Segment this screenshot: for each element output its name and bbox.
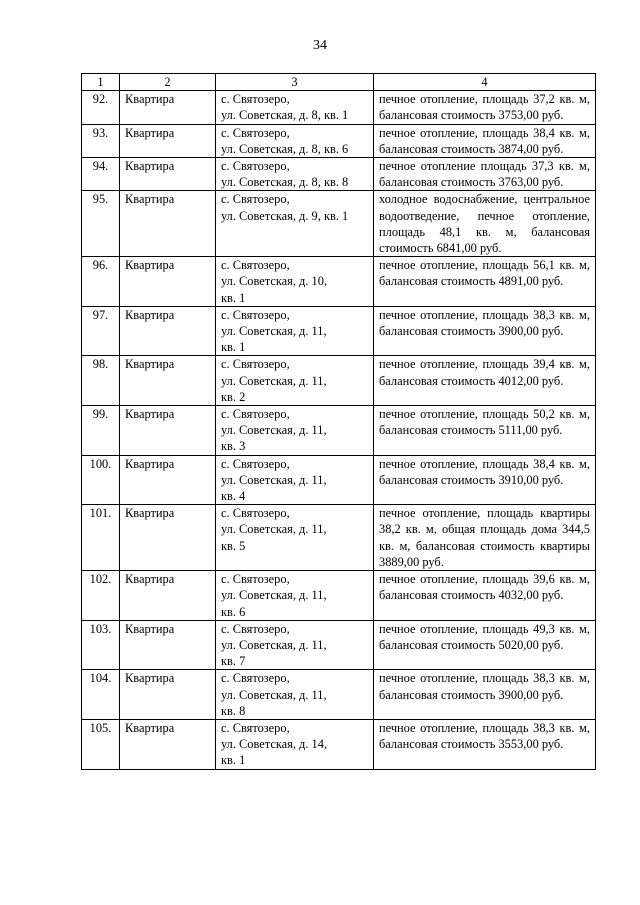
table-row xyxy=(82,356,596,406)
address-line: кв. 7 xyxy=(221,654,246,669)
address-line: с. Святозеро, xyxy=(221,456,290,471)
property-type: Квартира xyxy=(120,158,216,191)
address-line: ул. Советская, д. 14, xyxy=(221,737,328,752)
address-line: с. Святозеро, xyxy=(221,357,290,372)
address-line: ул. Советская, д. 9, кв. 1 xyxy=(221,208,349,223)
address-line: кв. 8 xyxy=(221,703,246,718)
property-type: Квартира xyxy=(120,124,216,157)
column-header-4: 4 xyxy=(374,74,596,91)
property-type: Квартира xyxy=(120,571,216,621)
address-line: ул. Советская, д. 11, xyxy=(221,324,327,339)
row-number: 99. xyxy=(82,406,120,456)
address-line: ул. Советская, д. 10, xyxy=(221,274,328,289)
property-address xyxy=(216,719,374,769)
address-line: с. Святозеро, xyxy=(221,572,290,587)
column-header-1: 1 xyxy=(82,74,120,91)
property-type: Квартира xyxy=(120,620,216,670)
address-line: с. Святозеро, xyxy=(221,258,290,273)
property-description: печное отопление, площадь 38,3 кв. м, балансовая стоимость 3553,00 руб. xyxy=(374,719,596,769)
address-line: ул. Советская, д. 8, кв. 6 xyxy=(221,141,349,156)
address-line: с. Святозеро, xyxy=(221,621,290,636)
address-line: ул. Советская, д. 8, кв. 1 xyxy=(221,108,349,123)
property-description: печное отопление, площадь 38,4 кв. м, балансовая стоимость 3910,00 руб. xyxy=(374,455,596,505)
address-line: с. Святозеро, xyxy=(221,506,290,521)
row-number: 96. xyxy=(82,257,120,307)
row-number: 101. xyxy=(82,505,120,571)
table-row xyxy=(82,505,596,571)
address-line: ул. Советская, д. 11, xyxy=(221,472,327,487)
property-address xyxy=(216,257,374,307)
row-number: 104. xyxy=(82,670,120,720)
property-type: Квартира xyxy=(120,191,216,257)
property-type: Квартира xyxy=(120,91,216,124)
table-row xyxy=(82,191,596,257)
table-row xyxy=(82,124,596,157)
address-line: ул. Советская, д. 11, xyxy=(221,588,327,603)
address-line: с. Святозеро, xyxy=(221,92,290,107)
property-description: печное отопление, площадь квартиры 38,2 кв. м, общая площадь дома 344,5 кв. м, балансовая стоимость квартиры 3889,00 руб. xyxy=(374,505,596,571)
property-type: Квартира xyxy=(120,455,216,505)
property-type: Квартира xyxy=(120,719,216,769)
row-number: 92. xyxy=(82,91,120,124)
property-description: печное отопление, площадь 50,2 кв. м, балансовая стоимость 5111,00 руб. xyxy=(374,406,596,456)
property-description: печное отопление, площадь 38,3 кв. м, балансовая стоимость 3900,00 руб. xyxy=(374,306,596,356)
row-number: 94. xyxy=(82,158,120,191)
property-description: печное отопление, площадь 39,6 кв. м, балансовая стоимость 4032,00 руб. xyxy=(374,571,596,621)
address-line: с. Святозеро, xyxy=(221,159,290,174)
address-line: кв. 6 xyxy=(221,604,246,619)
property-table xyxy=(81,73,596,770)
property-description: печное отопление, площадь 56,1 кв. м, балансовая стоимость 4891,00 руб. xyxy=(374,257,596,307)
address-line: ул. Советская, д. 8, кв. 8 xyxy=(221,175,349,190)
row-number: 95. xyxy=(82,191,120,257)
property-type: Квартира xyxy=(120,356,216,406)
page-number: 34 xyxy=(313,38,327,53)
property-address xyxy=(216,158,374,191)
table-row xyxy=(82,91,596,124)
address-line: ул. Советская, д. 11, xyxy=(221,373,327,388)
address-line: кв. 2 xyxy=(221,389,246,404)
property-address xyxy=(216,306,374,356)
table-row xyxy=(82,306,596,356)
column-header-2: 2 xyxy=(120,74,216,91)
address-line: кв. 1 xyxy=(221,753,246,768)
property-address xyxy=(216,91,374,124)
table-row xyxy=(82,719,596,769)
property-description: печное отопление площадь 37,3 кв. м, балансовая стоимость 3763,00 руб. xyxy=(374,158,596,191)
property-type: Квартира xyxy=(120,670,216,720)
table-row xyxy=(82,571,596,621)
property-description: печное отопление, площадь 38,3 кв. м, балансовая стоимость 3900,00 руб. xyxy=(374,670,596,720)
property-address xyxy=(216,620,374,670)
property-address xyxy=(216,356,374,406)
address-line: с. Святозеро, xyxy=(221,307,290,322)
address-line: с. Святозеро, xyxy=(221,407,290,422)
address-line: ул. Советская, д. 11, xyxy=(221,637,327,652)
property-description: печное отопление, площадь 49,3 кв. м, балансовая стоимость 5020,00 руб. xyxy=(374,620,596,670)
row-number: 98. xyxy=(82,356,120,406)
address-line: кв. 1 xyxy=(221,290,246,305)
property-description: печное отопление, площадь 38,4 кв. м, балансовая стоимость 3874,00 руб. xyxy=(374,124,596,157)
row-number: 105. xyxy=(82,719,120,769)
property-address xyxy=(216,455,374,505)
table-row xyxy=(82,620,596,670)
table-header-row xyxy=(82,74,596,91)
address-line: кв. 4 xyxy=(221,489,246,504)
property-type: Квартира xyxy=(120,257,216,307)
address-line: с. Святозеро, xyxy=(221,671,290,686)
table-row xyxy=(82,406,596,456)
property-address xyxy=(216,124,374,157)
address-line: с. Святозеро, xyxy=(221,125,290,140)
table-body xyxy=(82,91,596,769)
address-line: с. Святозеро, xyxy=(221,720,290,735)
table-row xyxy=(82,455,596,505)
property-address xyxy=(216,406,374,456)
row-number: 100. xyxy=(82,455,120,505)
address-line: кв. 5 xyxy=(221,538,246,553)
row-number: 93. xyxy=(82,124,120,157)
address-line: кв. 1 xyxy=(221,340,246,355)
property-description: печное отопление, площадь 37,2 кв. м, балансовая стоимость 3753,00 руб. xyxy=(374,91,596,124)
property-address xyxy=(216,191,374,257)
column-header-3: 3 xyxy=(216,74,374,91)
table-row xyxy=(82,257,596,307)
table-row xyxy=(82,158,596,191)
address-line: ул. Советская, д. 11, xyxy=(221,687,327,702)
row-number: 103. xyxy=(82,620,120,670)
address-line: ул. Советская, д. 11, xyxy=(221,522,327,537)
property-address xyxy=(216,505,374,571)
property-address xyxy=(216,571,374,621)
address-line: кв. 3 xyxy=(221,439,246,454)
property-type: Квартира xyxy=(120,406,216,456)
property-description: холодное водоснабжение, центральное водоотведение, печное отопление, площадь 48,1 кв. м, балансовая стоимость 6841,00 руб. xyxy=(374,191,596,257)
address-line: с. Святозеро, xyxy=(221,192,290,207)
property-address xyxy=(216,670,374,720)
table-row xyxy=(82,670,596,720)
property-description: печное отопление, площадь 39,4 кв. м, балансовая стоимость 4012,00 руб. xyxy=(374,356,596,406)
row-number: 97. xyxy=(82,306,120,356)
property-type: Квартира xyxy=(120,306,216,356)
address-line: ул. Советская, д. 11, xyxy=(221,423,327,438)
property-type: Квартира xyxy=(120,505,216,571)
row-number: 102. xyxy=(82,571,120,621)
